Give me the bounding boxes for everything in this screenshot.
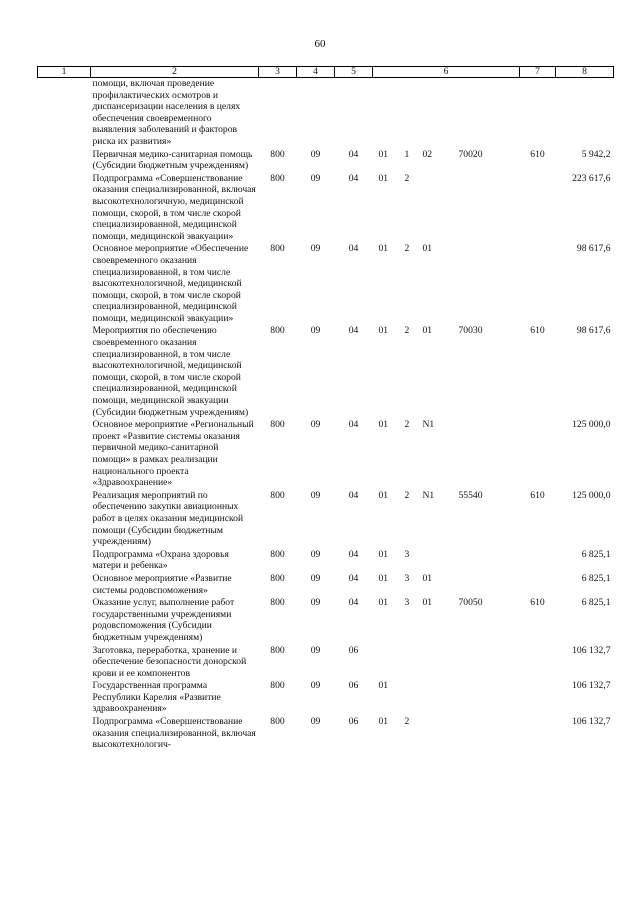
column-header: 1 (38, 67, 91, 78)
code-program: 01 (378, 148, 389, 160)
row-ministry-code: 800 (270, 172, 285, 184)
code-direction: 55540 (458, 489, 483, 501)
code-program: 01 (378, 325, 389, 337)
row-expense-type (520, 78, 556, 149)
code-subprogram: 2 (404, 419, 410, 431)
row-section-code: 09 (310, 680, 321, 692)
row-subsection-code: 04 (348, 325, 359, 337)
column-header: 4 (297, 67, 335, 78)
row-amount: 106 132,7 (572, 680, 611, 692)
row-target-article (373, 597, 520, 644)
row-amount: 106 132,7 (572, 644, 611, 656)
row-amount: 5 942,2 (581, 148, 611, 160)
row-expense-type (520, 680, 556, 716)
row-expense-type: 610 (530, 597, 545, 609)
row-name: помощи, включая проведение профилактических осмотров и диспансеризации населения в целях обеспечения своевременного выявления заболеваний и факторов риска их развития» (92, 78, 241, 147)
row-section-code: 09 (310, 548, 321, 560)
code-program: 01 (378, 489, 389, 501)
row-target-article (373, 490, 520, 549)
row-ministry-code: 800 (270, 489, 285, 501)
code-direction (459, 549, 514, 561)
row-target-article (373, 716, 520, 752)
code-direction (459, 243, 514, 255)
row-spacer-cell (38, 645, 91, 681)
code-subprogram: 2 (404, 489, 410, 501)
table-row (38, 325, 614, 419)
code-subprogram: 2 (404, 243, 410, 255)
code-subprogram: 2 (404, 716, 410, 728)
row-spacer-cell (38, 597, 91, 644)
code-program: 01 (378, 597, 389, 609)
row-ministry-code: 800 (270, 148, 285, 160)
code-direction (459, 573, 514, 585)
row-amount: 125 000,0 (572, 419, 611, 431)
row-ministry-code: 800 (270, 680, 285, 692)
table-row (38, 78, 614, 149)
row-subsection-code: 04 (348, 243, 359, 255)
code-event (423, 173, 459, 185)
row-ministry-code: 800 (270, 716, 285, 728)
row-spacer-cell (38, 78, 91, 149)
row-ministry-code: 800 (270, 572, 285, 584)
row-ministry-code: 800 (270, 325, 285, 337)
row-target-article (373, 173, 520, 244)
row-amount: 125 000,0 (572, 489, 611, 501)
column-header: 8 (556, 67, 614, 78)
row-name: Подпрограмма «Совершенствование оказания специализированной, включая высокотехнологич- (92, 716, 256, 751)
row-section-code: 09 (310, 716, 321, 728)
table-row (38, 243, 614, 325)
row-subsection-code: 04 (348, 419, 359, 431)
row-target-article (373, 149, 520, 173)
code-subprogram (405, 680, 423, 692)
budget-table (37, 66, 614, 752)
row-target-article (373, 680, 520, 716)
code-direction: 70050 (458, 597, 483, 609)
code-program: 01 (378, 172, 389, 184)
row-expense-type (520, 243, 556, 325)
row-name: Мероприятия по обеспечению своевременного оказания специализированной, в том числе высокотехнологичной, медицинской помощи, скорой, в том числе скорой специализированной, медицинской помощи, медицинской эвакуации (Субсидии бюджетным учреждениям) (92, 325, 249, 418)
code-subprogram: 1 (404, 148, 410, 160)
column-header: 7 (520, 67, 556, 78)
row-spacer-cell (38, 173, 91, 244)
row-spacer-cell (38, 419, 91, 490)
row-amount: 6 825,1 (581, 572, 611, 584)
row-target-article (373, 645, 520, 681)
code-program: 01 (378, 716, 389, 728)
row-expense-type: 610 (530, 325, 545, 337)
row-ministry-code: 800 (270, 419, 285, 431)
column-header: 3 (259, 67, 297, 78)
row-spacer-cell (38, 680, 91, 716)
row-subsection-code (335, 78, 373, 149)
table-row (38, 645, 614, 681)
row-name: Основное мероприятие «Обеспечение своевременного оказания специализированной, в том числе высокотехнологичной, медицинской помощи, скорой, в том числе скорой специализированной, медицинской помощи, медицинской эвакуации» (92, 243, 249, 324)
code-event: 01 (422, 243, 433, 255)
code-event (423, 716, 459, 728)
code-direction (459, 680, 514, 692)
table-row (38, 173, 614, 244)
table-header-row (38, 67, 614, 78)
row-name: Реализация мероприятий по обеспечению закупки авиационных работ в целях оказания медицинской помощи (Субсидии бюджетным учреждениям) (92, 489, 244, 548)
column-header: 5 (335, 67, 373, 78)
code-event: N1 (422, 419, 435, 431)
row-name: Первичная медико-санитарная помощь (Субсидии бюджетным учреждениям) (92, 148, 253, 172)
row-expense-type (520, 716, 556, 752)
row-subsection-code: 06 (348, 644, 359, 656)
table-row (38, 680, 614, 716)
row-subsection-code: 06 (348, 680, 359, 692)
row-name: Оказание услуг, выполнение работ государственными учреждениями родовспоможения (Субсидии бюджетным учреждениям) (92, 597, 235, 643)
row-spacer-cell (38, 490, 91, 549)
code-direction (459, 173, 514, 185)
row-ministry-code: 800 (270, 548, 285, 560)
row-section-code: 09 (310, 243, 321, 255)
code-program: 01 (378, 548, 389, 560)
row-target-article (373, 243, 520, 325)
row-spacer-cell (38, 149, 91, 173)
row-subsection-code: 04 (348, 489, 359, 501)
row-subsection-code: 04 (348, 548, 359, 560)
row-expense-type: 610 (530, 148, 545, 160)
row-subsection-code: 04 (348, 597, 359, 609)
row-section-code: 09 (310, 644, 321, 656)
code-program: 01 (378, 243, 389, 255)
code-program: 01 (378, 680, 389, 692)
row-expense-type (520, 419, 556, 490)
code-event: 01 (422, 572, 433, 584)
row-ministry-code: 800 (270, 243, 285, 255)
row-section-code: 09 (310, 419, 321, 431)
table-row (38, 149, 614, 173)
row-target-article (373, 78, 520, 149)
row-subsection-code: 04 (348, 172, 359, 184)
code-event (423, 680, 459, 692)
code-direction (459, 716, 514, 728)
row-name: Основное мероприятие «Развитие системы родовспоможения» (92, 572, 232, 596)
row-expense-type (520, 645, 556, 681)
page-number: 60 (314, 38, 326, 50)
table-row (38, 419, 614, 490)
code-event: N1 (422, 489, 435, 501)
row-target-article (373, 573, 520, 597)
row-spacer-cell (38, 325, 91, 419)
code-subprogram: 3 (404, 572, 410, 584)
row-ministry-code: 800 (270, 597, 285, 609)
table-row (38, 597, 614, 644)
row-name: Заготовка, переработка, хранение и обеспечение безопасности донорской крови и ее компонентов (92, 644, 247, 679)
row-section-code: 09 (310, 572, 321, 584)
row-spacer-cell (38, 573, 91, 597)
row-section-code: 09 (310, 489, 321, 501)
row-ministry-code: 800 (270, 644, 285, 656)
row-section-code: 09 (310, 325, 321, 337)
code-direction: 70030 (458, 325, 483, 337)
row-section-code: 09 (310, 597, 321, 609)
row-amount: 98 617,6 (576, 243, 611, 255)
row-spacer-cell (38, 243, 91, 325)
row-target-article (373, 325, 520, 419)
row-amount: 6 825,1 (581, 597, 611, 609)
code-subprogram: 2 (404, 325, 410, 337)
row-expense-type (520, 549, 556, 573)
row-amount: 106 132,7 (572, 716, 611, 728)
code-direction: 70020 (458, 148, 483, 160)
row-spacer-cell (38, 549, 91, 573)
row-name: Основное мероприятие «Региональный проект «Развитие системы оказания первичной медико-санитарной помощи» в рамках реализации национального проекта «Здравоохранение» (92, 419, 254, 489)
row-amount: 223 617,6 (572, 172, 611, 184)
code-direction (459, 419, 514, 431)
row-expense-type (520, 573, 556, 597)
row-ministry-code (259, 78, 297, 149)
row-name: Подпрограмма «Охрана здоровья матери и ребенка» (92, 548, 229, 572)
code-subprogram: 3 (404, 548, 410, 560)
code-event (423, 549, 459, 561)
row-amount: 98 617,6 (576, 325, 611, 337)
column-header: 2 (91, 67, 259, 78)
code-event: 02 (422, 148, 433, 160)
row-expense-type (520, 173, 556, 244)
row-target-article (373, 419, 520, 490)
row-amount: 6 825,1 (581, 548, 611, 560)
table-row (38, 573, 614, 597)
row-spacer-cell (38, 716, 91, 752)
row-expense-type: 610 (530, 489, 545, 501)
code-subprogram: 3 (404, 597, 410, 609)
row-subsection-code: 06 (348, 716, 359, 728)
row-section-code (297, 78, 335, 149)
code-event: 01 (422, 325, 433, 337)
row-subsection-code: 04 (348, 572, 359, 584)
row-amount (556, 78, 614, 149)
table-row (38, 490, 614, 549)
row-section-code: 09 (310, 148, 321, 160)
row-name: Государственная программа Республики Карелия «Развитие здравоохранения» (92, 680, 221, 715)
row-target-article (373, 549, 520, 573)
code-program: 01 (378, 419, 389, 431)
code-program: 01 (378, 572, 389, 584)
table-row (38, 549, 614, 573)
code-subprogram: 2 (404, 172, 410, 184)
row-name: Подпрограмма «Совершенствование оказания специализированной, включая высокотехнологичную, медицинской помощи, скорой, в том числе скорой специализированной, медицинской помощи, медицинской эвакуации» (92, 172, 256, 242)
row-section-code: 09 (310, 172, 321, 184)
code-event: 01 (422, 597, 433, 609)
table-row (38, 716, 614, 752)
row-subsection-code: 04 (348, 148, 359, 160)
column-header: 6 (373, 67, 520, 78)
